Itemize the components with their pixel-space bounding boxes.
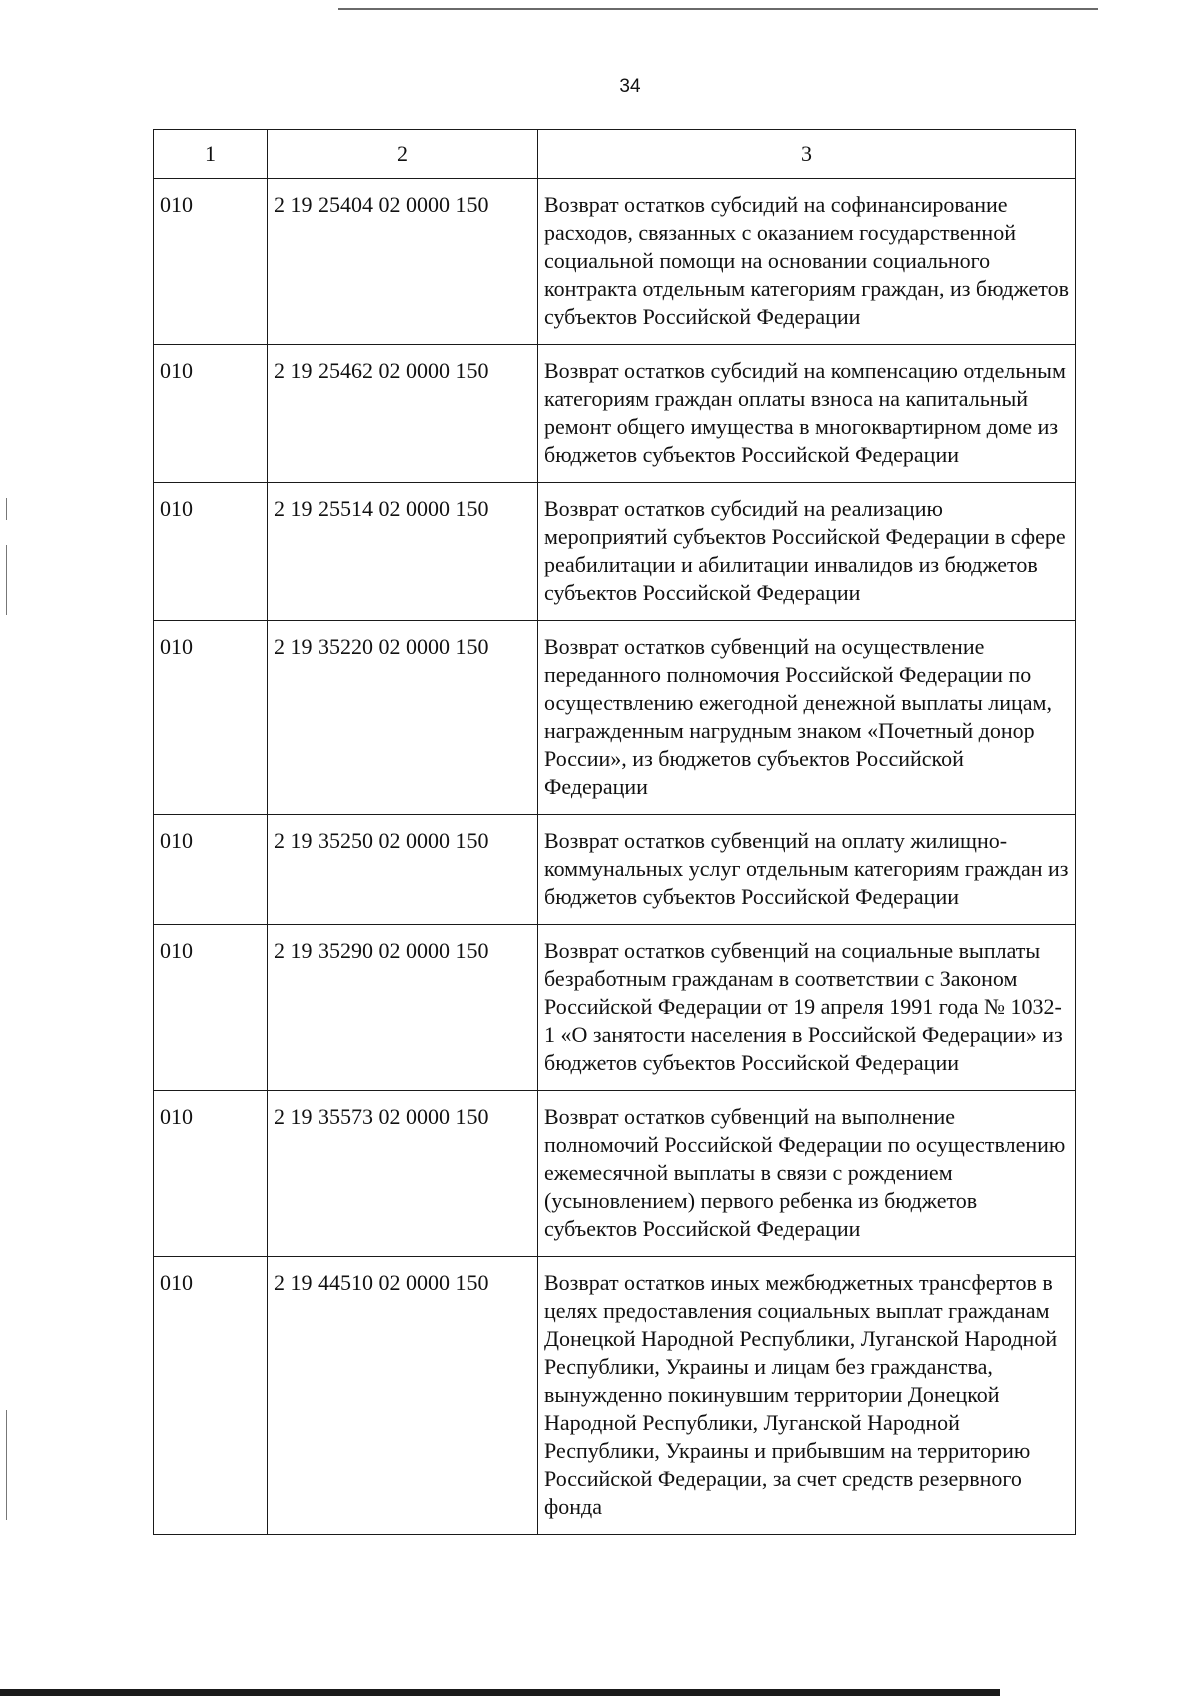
admin-code-cell: 010	[154, 621, 268, 815]
kbk-code-cell: 2 19 25404 02 0000 150	[268, 179, 538, 345]
description-cell: Возврат остатков субсидий на софинансирование расходов, связанных с оказанием государственной социальной помощи на основании социального контракта отдельным категориям граждан, из бюджетов субъектов Российской Федерации	[538, 179, 1076, 345]
kbk-code-cell: 2 19 44510 02 0000 150	[268, 1257, 538, 1535]
description-cell: Возврат остатков субвенций на оплату жилищно-коммунальных услуг отдельным категориям граждан из бюджетов субъектов Российской Федерации	[538, 815, 1076, 925]
admin-code-cell: 010	[154, 1091, 268, 1257]
table-header-row	[154, 130, 1076, 179]
description-cell: Возврат остатков иных межбюджетных трансфертов в целях предоставления социальных выплат гражданам Донецкой Народной Республики, Луганской Народной Республики, Украины и лицам без гражданства, вынужденно покинувшим территории Донецкой Народной Республики, Луганской Народной Республики, Украины и прибывшим на территорию Российской Федерации, за счет средств резервного фонда	[538, 1257, 1076, 1535]
admin-code-cell: 010	[154, 345, 268, 483]
column-header-3: 3	[538, 130, 1076, 179]
table-row	[154, 1257, 1076, 1535]
description-cell: Возврат остатков субсидий на реализацию мероприятий субъектов Российской Федерации в сфере реабилитации и абилитации инвалидов из бюджетов субъектов Российской Федерации	[538, 483, 1076, 621]
table-row	[154, 815, 1076, 925]
kbk-code-cell: 2 19 35220 02 0000 150	[268, 621, 538, 815]
table-row	[154, 345, 1076, 483]
scan-margin-mark	[6, 498, 7, 520]
scan-margin-mark	[6, 545, 7, 615]
description-cell: Возврат остатков субвенций на осуществление переданного полномочия Российской Федерации по осуществлению ежегодной денежной выплаты лицам, награжденным нагрудным знаком «Почетный донор России», из бюджетов субъектов Российской Федерации	[538, 621, 1076, 815]
description-cell: Возврат остатков субвенций на выполнение полномочий Российской Федерации по осуществлению ежемесячной выплаты в связи с рождением (усыновлением) первого ребенка из бюджетов субъектов Российской Федерации	[538, 1091, 1076, 1257]
admin-code-cell: 010	[154, 483, 268, 621]
description-cell: Возврат остатков субсидий на компенсацию отдельным категориям граждан оплаты взноса на капитальный ремонт общего имущества в многоквартирном доме из бюджетов субъектов Российской Федерации	[538, 345, 1076, 483]
table-row	[154, 179, 1076, 345]
admin-code-cell: 010	[154, 179, 268, 345]
kbk-code-cell: 2 19 25462 02 0000 150	[268, 345, 538, 483]
admin-code-cell: 010	[154, 815, 268, 925]
admin-code-cell: 010	[154, 1257, 268, 1535]
column-header-2: 2	[268, 130, 538, 179]
kbk-code-cell: 2 19 35573 02 0000 150	[268, 1091, 538, 1257]
kbk-table	[153, 129, 1076, 1535]
table-row	[154, 1091, 1076, 1257]
table-row	[154, 483, 1076, 621]
column-header-1: 1	[154, 130, 268, 179]
admin-code-cell: 010	[154, 925, 268, 1091]
table-row	[154, 925, 1076, 1091]
scan-edge-top	[338, 8, 1098, 10]
kbk-code-cell: 2 19 35290 02 0000 150	[268, 925, 538, 1091]
kbk-code-cell: 2 19 25514 02 0000 150	[268, 483, 538, 621]
scan-margin-mark	[6, 1410, 7, 1520]
page-number: 34	[619, 76, 641, 97]
table-row	[154, 621, 1076, 815]
scan-edge-bottom	[0, 1689, 1000, 1696]
description-cell: Возврат остатков субвенций на социальные выплаты безработным гражданам в соответствии с Законом Российской Федерации от 19 апреля 1991 года № 1032-1 «О занятости населения в Российской Федерации» из бюджетов субъектов Российской Федерации	[538, 925, 1076, 1091]
kbk-code-cell: 2 19 35250 02 0000 150	[268, 815, 538, 925]
